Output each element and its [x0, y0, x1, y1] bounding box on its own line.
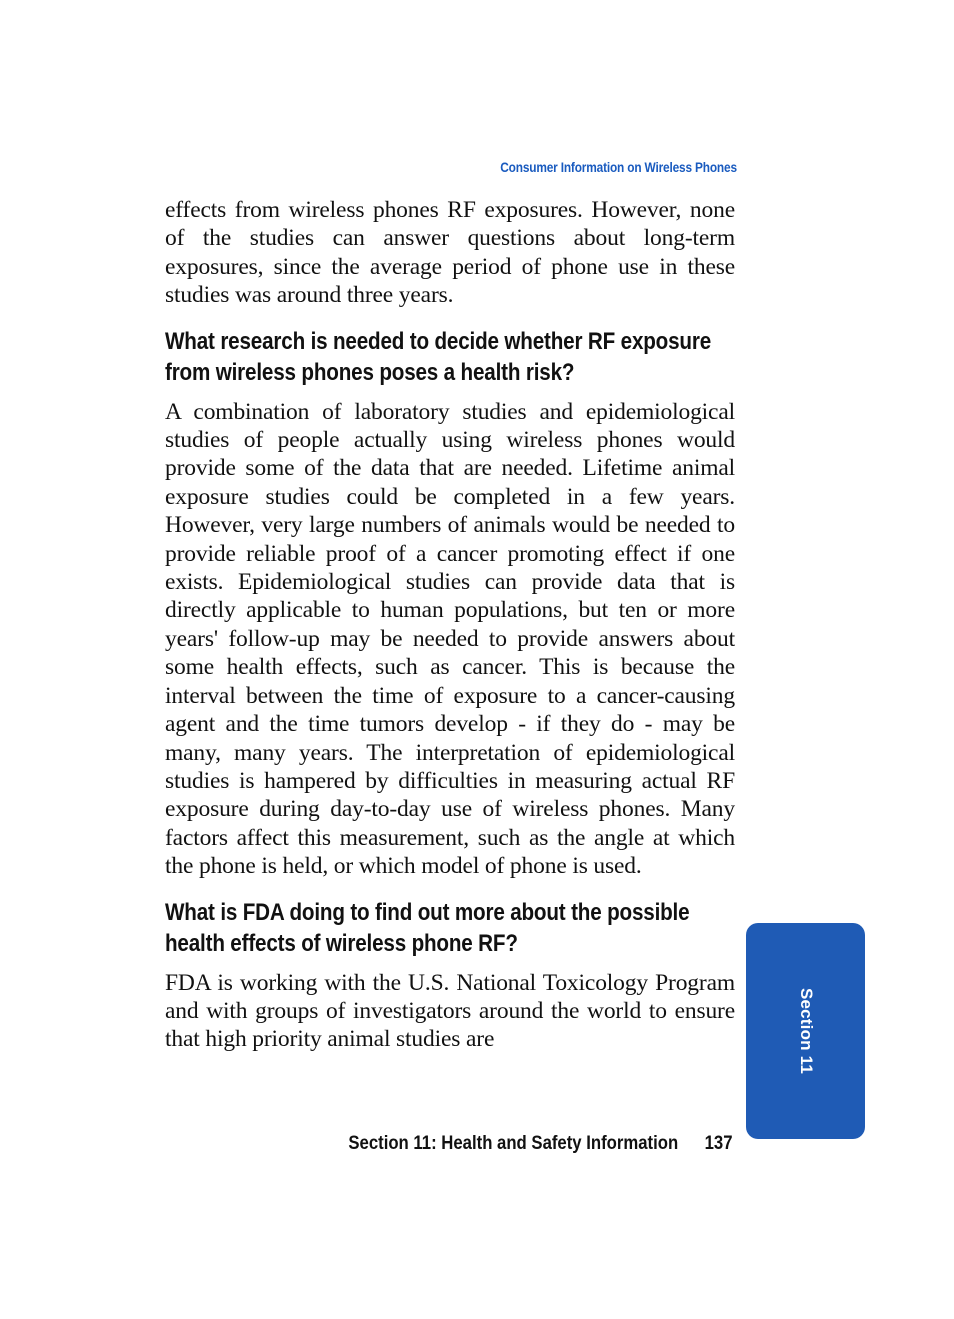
question-heading-fda: What is FDA doing to find out more about the possible health effects of wireless phone RF?	[165, 898, 690, 957]
section-tab-label: Section 11	[796, 987, 816, 1075]
question-heading-research: What research is needed to decide whether RF exposure from wireless phones poses a health risk?	[165, 327, 712, 386]
paragraph-fda-answer: FDA is working with the U.S. National Toxicology Program and with groups of investigators around the world to ensure that high priority animal studies are	[165, 969, 735, 1053]
paragraph-continuation: effects from wireless phones RF exposures. However, none of the studies can answer questions about long-term exposures, since the average period of phone use in these studies was around three years.	[165, 197, 735, 309]
page-footer	[348, 1133, 732, 1155]
paragraph-research-answer: A combination of laboratory studies and epidemiological studies of people actually using wireless phones would provide some of the data that are needed. Lifetime animal exposure studies could be completed in a few years. However, very large numbers of animals would be needed to provide reliable proof of a cancer promoting effect if one exists. Epidemiological studies can provide data that is directly applicable to human populations, but ten or more years' follow-up may be needed to provide answers about some health effects, such as cancer. This is because the interval between the time of exposure to a cancer-causing agent and the time tumors develop - if they do - may be many, many years. The interpretation of epidemiological studies is hampered by difficulties in measuring actual RF exposure during day-to-day use of wireless phones. Many factors affect this measurement, such as the angle at which the phone is held, or which model of phone is used.	[165, 398, 735, 880]
footer-section-title: Section 11: Health and Safety Information	[347, 1133, 678, 1154]
page-content	[165, 196, 735, 1054]
page-number: 137	[704, 1133, 732, 1154]
running-header: Consumer Information on Wireless Phones	[500, 160, 737, 175]
section-tab	[746, 923, 865, 1139]
